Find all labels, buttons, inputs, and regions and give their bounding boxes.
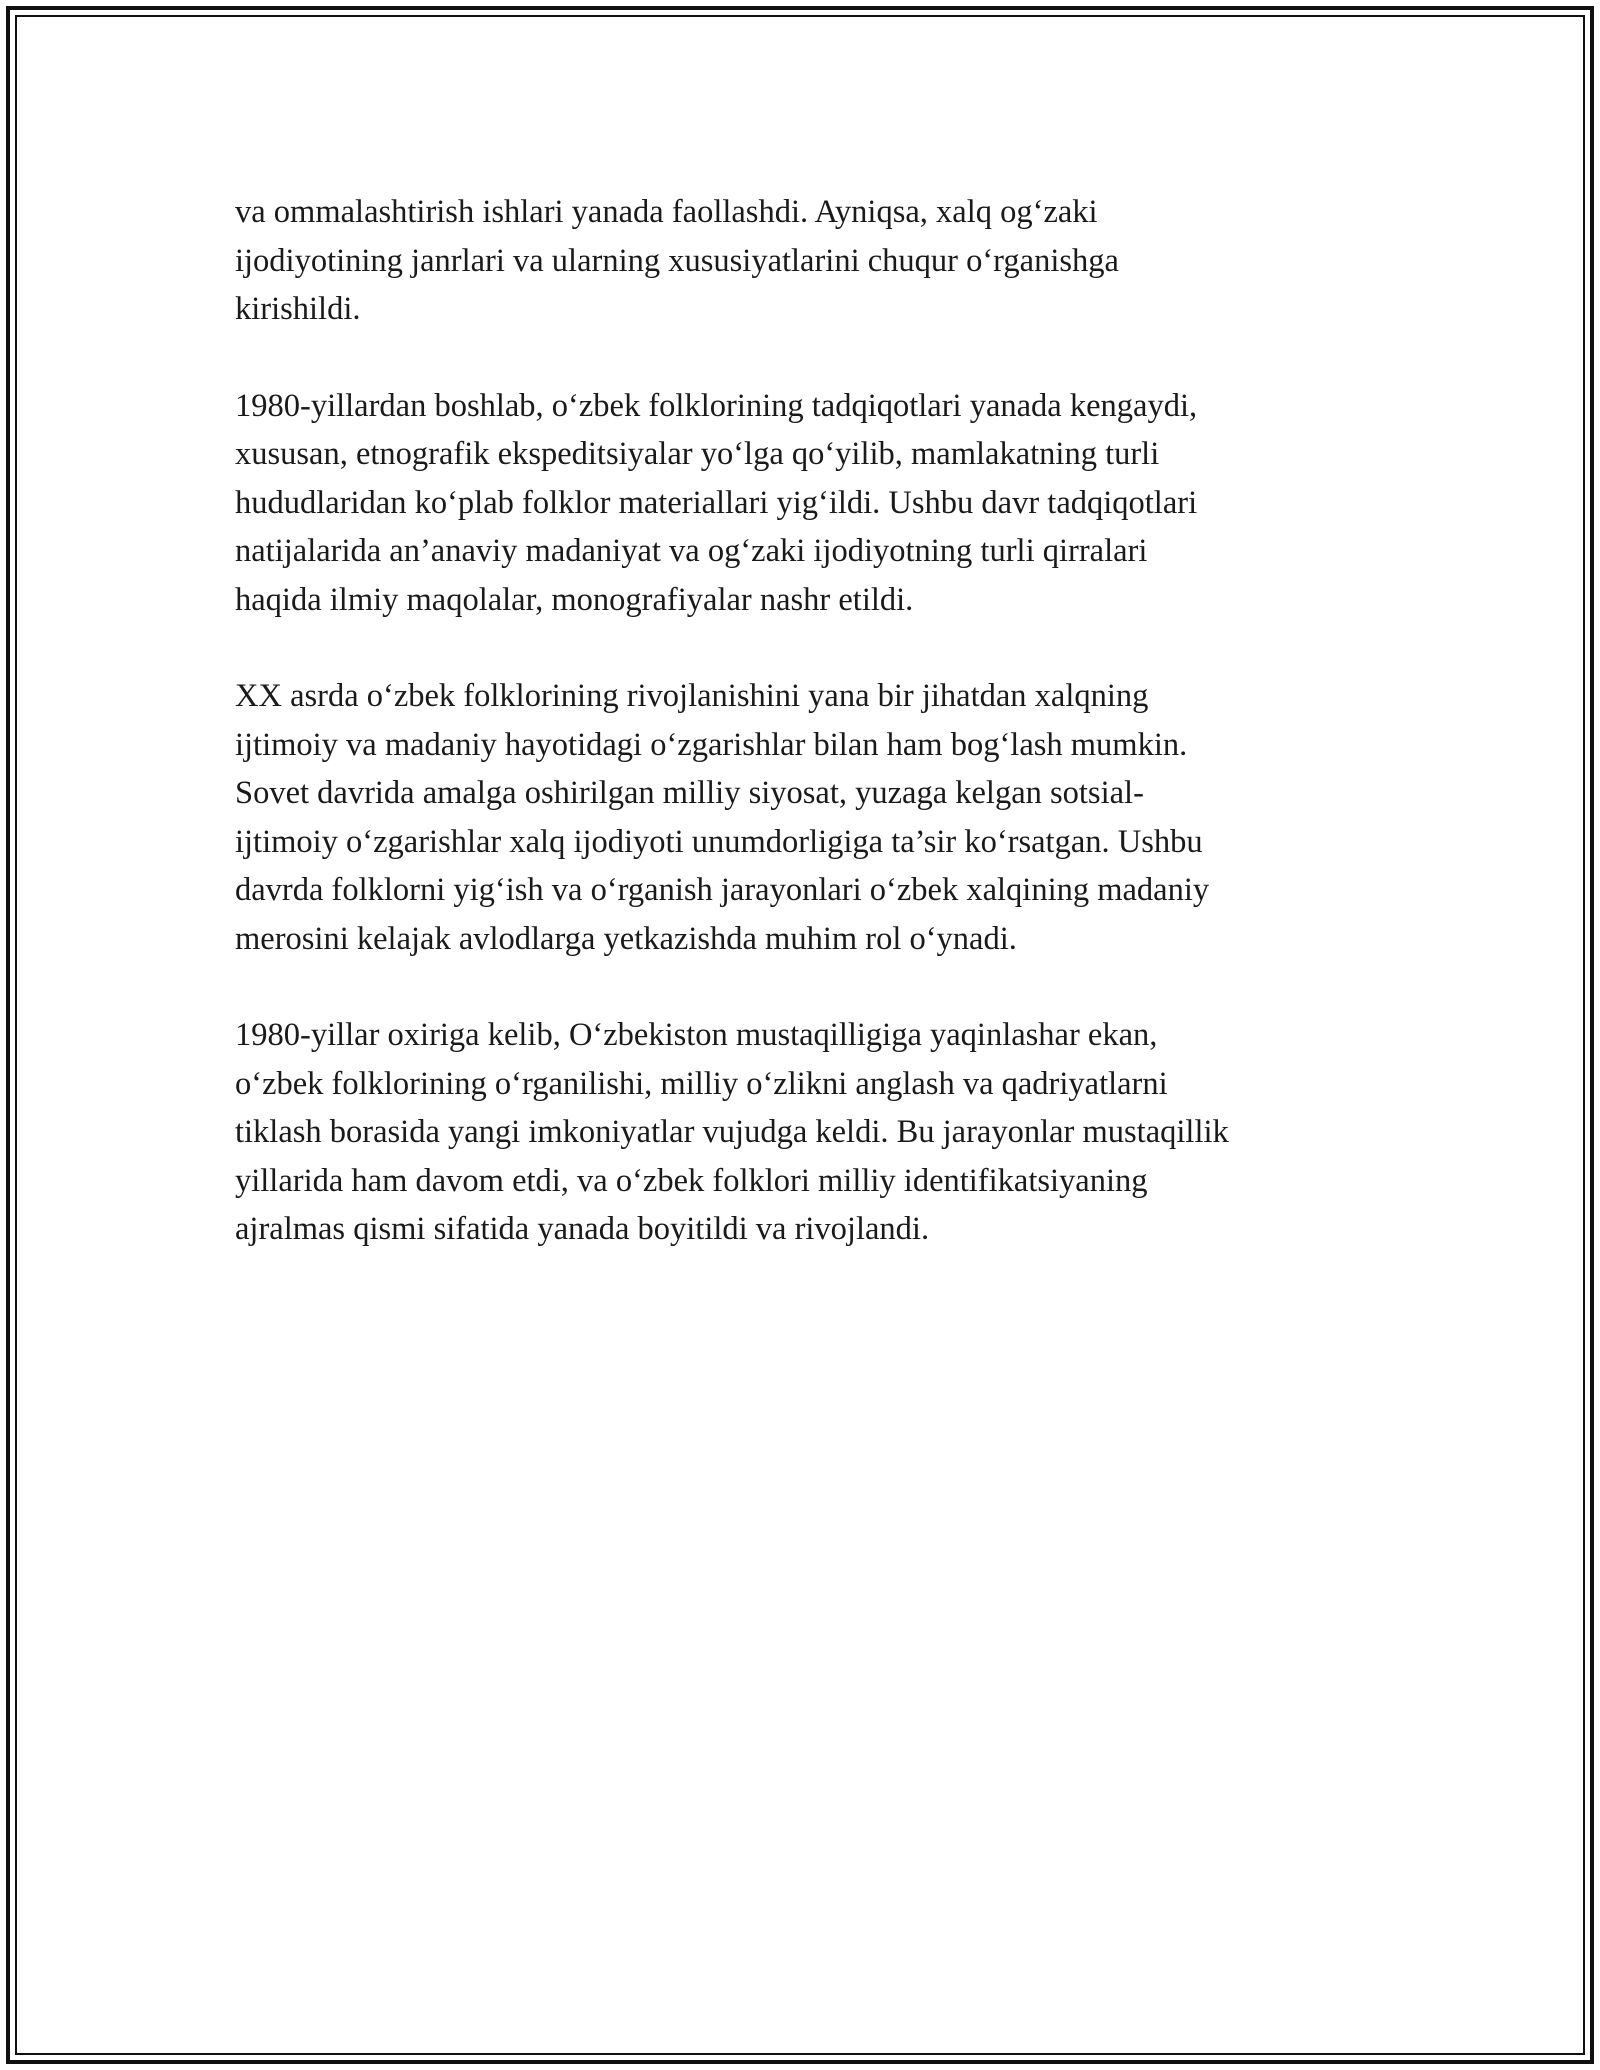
text-line: XX asrda o‘zbek folklorining rivojlanishini yana bir jihatdan xalqning [235, 678, 1149, 714]
paragraph-3 [235, 672, 1375, 963]
text-line: va ommalashtirish ishlari yanada faollashdi. Ayniqsa, xalq og‘zaki [235, 194, 1098, 230]
text-line: davrda folklorni yig‘ish va o‘rganish jarayonlari o‘zbek xalqining madaniy [235, 872, 1210, 908]
paragraph-4 [235, 1011, 1375, 1254]
text-line: merosini kelajak avlodlarga yetkazishda muhim rol o‘ynadi. [235, 920, 1017, 957]
text-line: kirishildi. [235, 291, 361, 327]
paragraph-2 [235, 382, 1375, 625]
text-line: 1980-yillardan boshlab, o‘zbek folklorining tadqiqotlari yanada kengaydi, [235, 387, 1198, 424]
document-body [235, 188, 1375, 1302]
paragraph-1 [235, 188, 1375, 334]
text-line: hududlaridan ko‘plab folklor materiallari yig‘ildi. Ushbu davr tadqiqotlari [235, 484, 1198, 521]
text-line: ajralmas qismi sifatida yanada boyitildi va rivojlandi. [235, 1211, 930, 1247]
text-line: ijtimoiy va madaniy hayotidagi o‘zgarishlar bilan ham bog‘lash mumkin. [235, 726, 1188, 763]
text-line: natijalarida an’anaviy madaniyat va og‘zaki ijodiyotning turli qirralari [235, 533, 1148, 569]
text-line: haqida ilmiy maqolalar, monografiyalar nashr etildi. [235, 581, 914, 618]
text-line: xususan, etnografik ekspeditsiyalar yo‘lga qo‘yilib, mamlakatning turli [235, 436, 1160, 472]
text-line: ijodiyotining janrlari va ularning xususiyatlarini chuqur o‘rganishga [235, 242, 1119, 279]
text-line: tiklash borasida yangi imkoniyatlar vujudga keldi. Bu jarayonlar mustaqillik [235, 1114, 1229, 1150]
text-line: ijtimoiy o‘zgarishlar xalq ijodiyoti unumdorligiga ta’sir ko‘rsatgan. Ushbu [235, 823, 1203, 860]
text-line: yillarida ham davom etdi, va o‘zbek folklori milliy identifikatsiyaning [235, 1162, 1148, 1199]
text-line: 1980-yillar oxiriga kelib, O‘zbekiston mustaqilligiga yaqinlashar ekan, [235, 1017, 1158, 1053]
text-line: o‘zbek folklorining o‘rganilishi, milliy o‘zlikni anglash va qadriyatlarni [235, 1065, 1168, 1102]
text-line: Sovet davrida amalga oshirilgan milliy siyosat, yuzaga kelgan sotsial- [235, 775, 1144, 811]
